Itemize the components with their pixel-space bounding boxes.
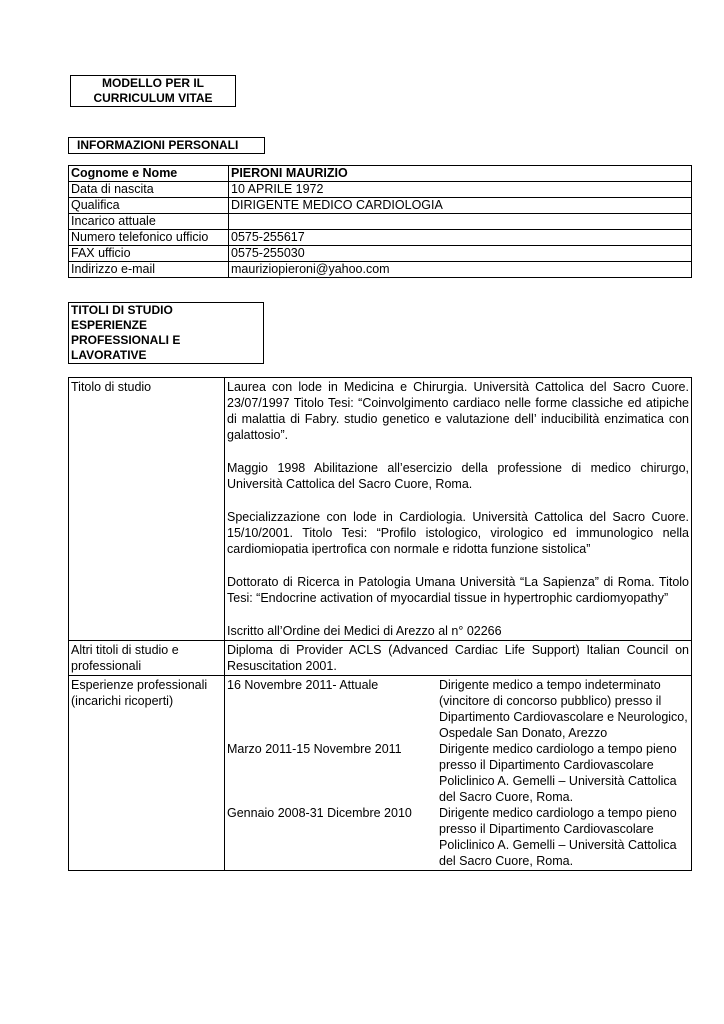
experience-description: Dirigente medico cardiologo a tempo pieno presso il Dipartimento Cardiovascolare Policlinico A. Gemelli – Università Cattolica del Sacro Cuore, Roma. <box>439 742 677 804</box>
altri-label: Altri titoli di studio e professionali <box>69 641 225 676</box>
experience-description: Dirigente medico cardiologo a tempo pieno presso il Dipartimento Cardiovascolare Policlinico A. Gemelli – Università Cattolica del Sacro Cuore, Roma. <box>439 806 677 868</box>
document-title-box <box>70 75 236 107</box>
titolo-paragraph: Iscritto all’Ordine dei Medici di Arezzo al n° 02266 <box>227 624 502 638</box>
table-row <box>69 230 692 246</box>
studies-table <box>68 377 692 871</box>
experience-entry <box>227 805 689 869</box>
row-label: Indirizzo e-mail <box>69 262 229 278</box>
studies-label-line: LAVORATIVE <box>71 348 147 362</box>
personal-info-section-label: INFORMAZIONI PERSONALI <box>68 137 265 154</box>
row-label: Cognome e Nome <box>69 166 229 182</box>
experience-description: Dirigente medico a tempo indeterminato (vincitore di concorso pubblico) presso il Dipartimento Cardiovascolare e Neurologico, Ospedale San Donato, Arezzo <box>439 678 688 740</box>
row-value: DIRIGENTE MEDICO CARDIOLOGIA <box>229 198 692 214</box>
row-value: 0575-255617 <box>229 230 692 246</box>
row-label: Incarico attuale <box>69 214 229 230</box>
row-label: Qualifica <box>69 198 229 214</box>
table-row <box>69 182 692 198</box>
titolo-paragraph: Maggio 1998 Abilitazione all’esercizio della professione di medico chirurgo, Università Cattolica del Sacro Cuore, Roma. <box>227 461 689 491</box>
document-title-line1: MODELLO PER IL <box>102 76 204 90</box>
table-row <box>69 676 692 871</box>
titolo-paragraph: Laurea con lode in Medicina e Chirurgia. Università Cattolica del Sacro Cuore. 23/07/1997 Titolo Tesi: “Coinvolgimento cardiaco nelle forme classiche ed atipiche di malattia di Fabry. studio genetico e valutazione dell’ inducibilità enzimatica con galattosio”. <box>227 380 689 442</box>
titolo-paragraph: Specializzazione con lode in Cardiologia. Università Cattolica del Sacro Cuore. 15/10/2001. Titolo Tesi: “Profilo istologico, virologico ed immunologico nella cardiomiopatia ipertrofica con normale e ridotta funzione sistolica” <box>227 510 689 556</box>
row-label: Data di nascita <box>69 182 229 198</box>
experience-entry <box>227 677 689 741</box>
esperienze-value <box>225 676 692 871</box>
table-row <box>69 166 692 182</box>
personal-info-table <box>68 165 692 278</box>
titolo-paragraph: Dottorato di Ricerca in Patologia Umana Università “La Sapienza” di Roma. Titolo Tesi: “Endocrine activation of myocardial tissue in hypertrophic cardiomyopathy” <box>227 575 689 605</box>
studies-section-label <box>68 302 264 364</box>
row-value: PIERONI MAURIZIO <box>229 166 692 182</box>
altri-paragraph: Diploma di Provider ACLS (Advanced Cardiac Life Support) Italian Council on Resuscitation 2001. <box>227 643 689 673</box>
row-value: mauriziopieroni@yahoo.com <box>229 262 692 278</box>
table-row <box>69 378 692 641</box>
table-row <box>69 246 692 262</box>
titolo-value <box>225 378 692 641</box>
experience-date: Gennaio 2008-31 Dicembre 2010 <box>227 806 412 820</box>
row-value: 10 APRILE 1972 <box>229 182 692 198</box>
experience-entry <box>227 741 689 805</box>
esperienze-label: Esperienze professionali (incarichi ricoperti) <box>69 676 225 871</box>
experience-date: 16 Novembre 2011- Attuale <box>227 678 379 692</box>
studies-label-line: ESPERIENZE <box>71 318 148 332</box>
titolo-label: Titolo di studio <box>69 378 225 641</box>
row-value: 0575-255030 <box>229 246 692 262</box>
document-title-line2: CURRICULUM VITAE <box>93 91 213 105</box>
table-row <box>69 262 692 278</box>
row-value <box>229 214 692 230</box>
row-label: Numero telefonico ufficio <box>69 230 229 246</box>
table-row <box>69 198 692 214</box>
table-row <box>69 641 692 676</box>
altri-value <box>225 641 692 676</box>
studies-label-line: PROFESSIONALI E <box>71 333 181 347</box>
experience-date: Marzo 2011-15 Novembre 2011 <box>227 742 402 756</box>
row-label: FAX ufficio <box>69 246 229 262</box>
studies-label-line: TITOLI DI STUDIO <box>71 303 173 317</box>
table-row <box>69 214 692 230</box>
